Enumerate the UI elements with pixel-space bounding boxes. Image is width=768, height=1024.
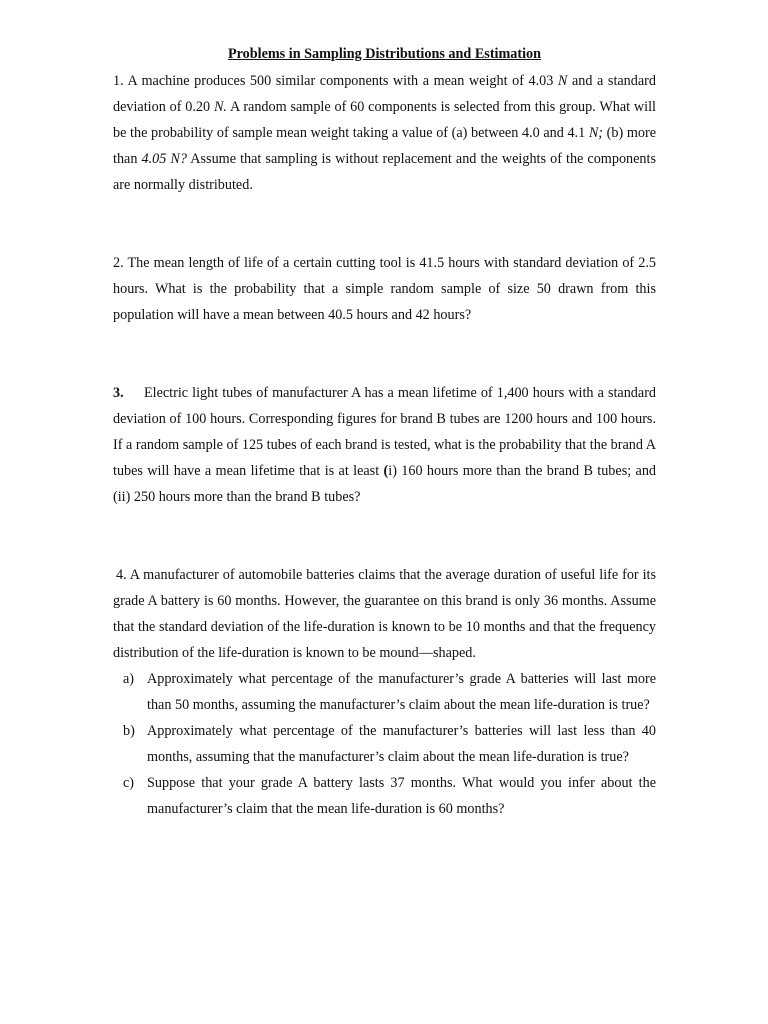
question-1-value-italic: 4.05 N? [141,151,187,167]
question-2: 2. The mean length of life of a certain cutting tool is 41.5 hours with standard deviation of 2.5 hours. What is the probability that a simple random sample of size 50 drawn from this population will have a mean between 40.5 hours and 42 hours? [113,255,656,323]
question-1-text-c: A random sample of 60 components is selected from this group. What will be the probability of sample mean weight taking a value of (a) between 4.0 and 4.1 [113,99,656,141]
list-item [113,666,656,718]
list-item-text: Approximately what percentage of the manufacturer’s batteries will last less than 40 months, assuming that the manufacturer’s claim about the mean life-duration is true? [147,723,656,765]
list-item-label: c) [123,775,135,791]
question-1-text-a: 1. A machine produces 500 similar components with a mean weight of 4.03 [113,73,558,89]
question-1-text-b: and a standard deviation of 0.20 [113,73,656,115]
list-item-text: Approximately what percentage of the manufacturer’s grade A batteries will last more than 50 months, assuming the manufacturer’s claim about the mean life-duration is true? [147,671,656,713]
question-1-unit-a: N [557,73,568,89]
question-3-paren: ( [383,463,389,479]
spacer [113,328,656,380]
list-item [113,770,656,822]
question-4-subitems [113,666,656,822]
list-item-text: Suppose that your grade A battery lasts 37 months. What would you infer about the manufacturer’s claim that the mean life-duration is 60 months? [147,775,656,817]
spacer [113,198,656,250]
question-1-text-e: Assume that sampling is without replacement and the weights of the components are normally distributed. [113,151,656,193]
question-1-unit-c: N; [588,125,604,141]
question-3-number: 3. [113,385,124,401]
spacer [113,510,656,562]
page-title: Problems in Sampling Distributions and Estimation [227,46,542,62]
list-item-label: b) [123,723,135,739]
question-3-text-b: i) 160 hours more than the brand B tubes; and (ii) 250 hours more than the brand B tubes? [113,463,657,505]
question-1 [113,68,656,198]
question-1-unit-b: N. [213,99,227,115]
list-item [113,718,656,770]
list-item-label: a) [123,671,135,687]
question-3 [113,380,656,510]
question-1-text-d: (b) more than [113,125,656,167]
question-4-intro-text: 4. A manufacturer of automobile batteries claims that the average duration of useful life for its grade A battery is 60 months. However, the guarantee on this brand is only 36 months. Assume that the standard deviation of the life-duration is known to be 10 months and that the frequency distribution of the life-duration is known to be mound—shaped. [113,567,656,661]
question-4-intro [113,562,656,666]
question-3-text-a: Electric light tubes of manufacturer A has a mean lifetime of 1,400 hours with a standard deviation of 100 hours. Corresponding figures for brand B tubes are 1200 hours and 100 hours. If a random sample of 125 tubes of each brand is tested, what is the probability that the brand A tubes will have a mean lifetime that is at least [113,385,657,479]
document-page [113,44,656,822]
